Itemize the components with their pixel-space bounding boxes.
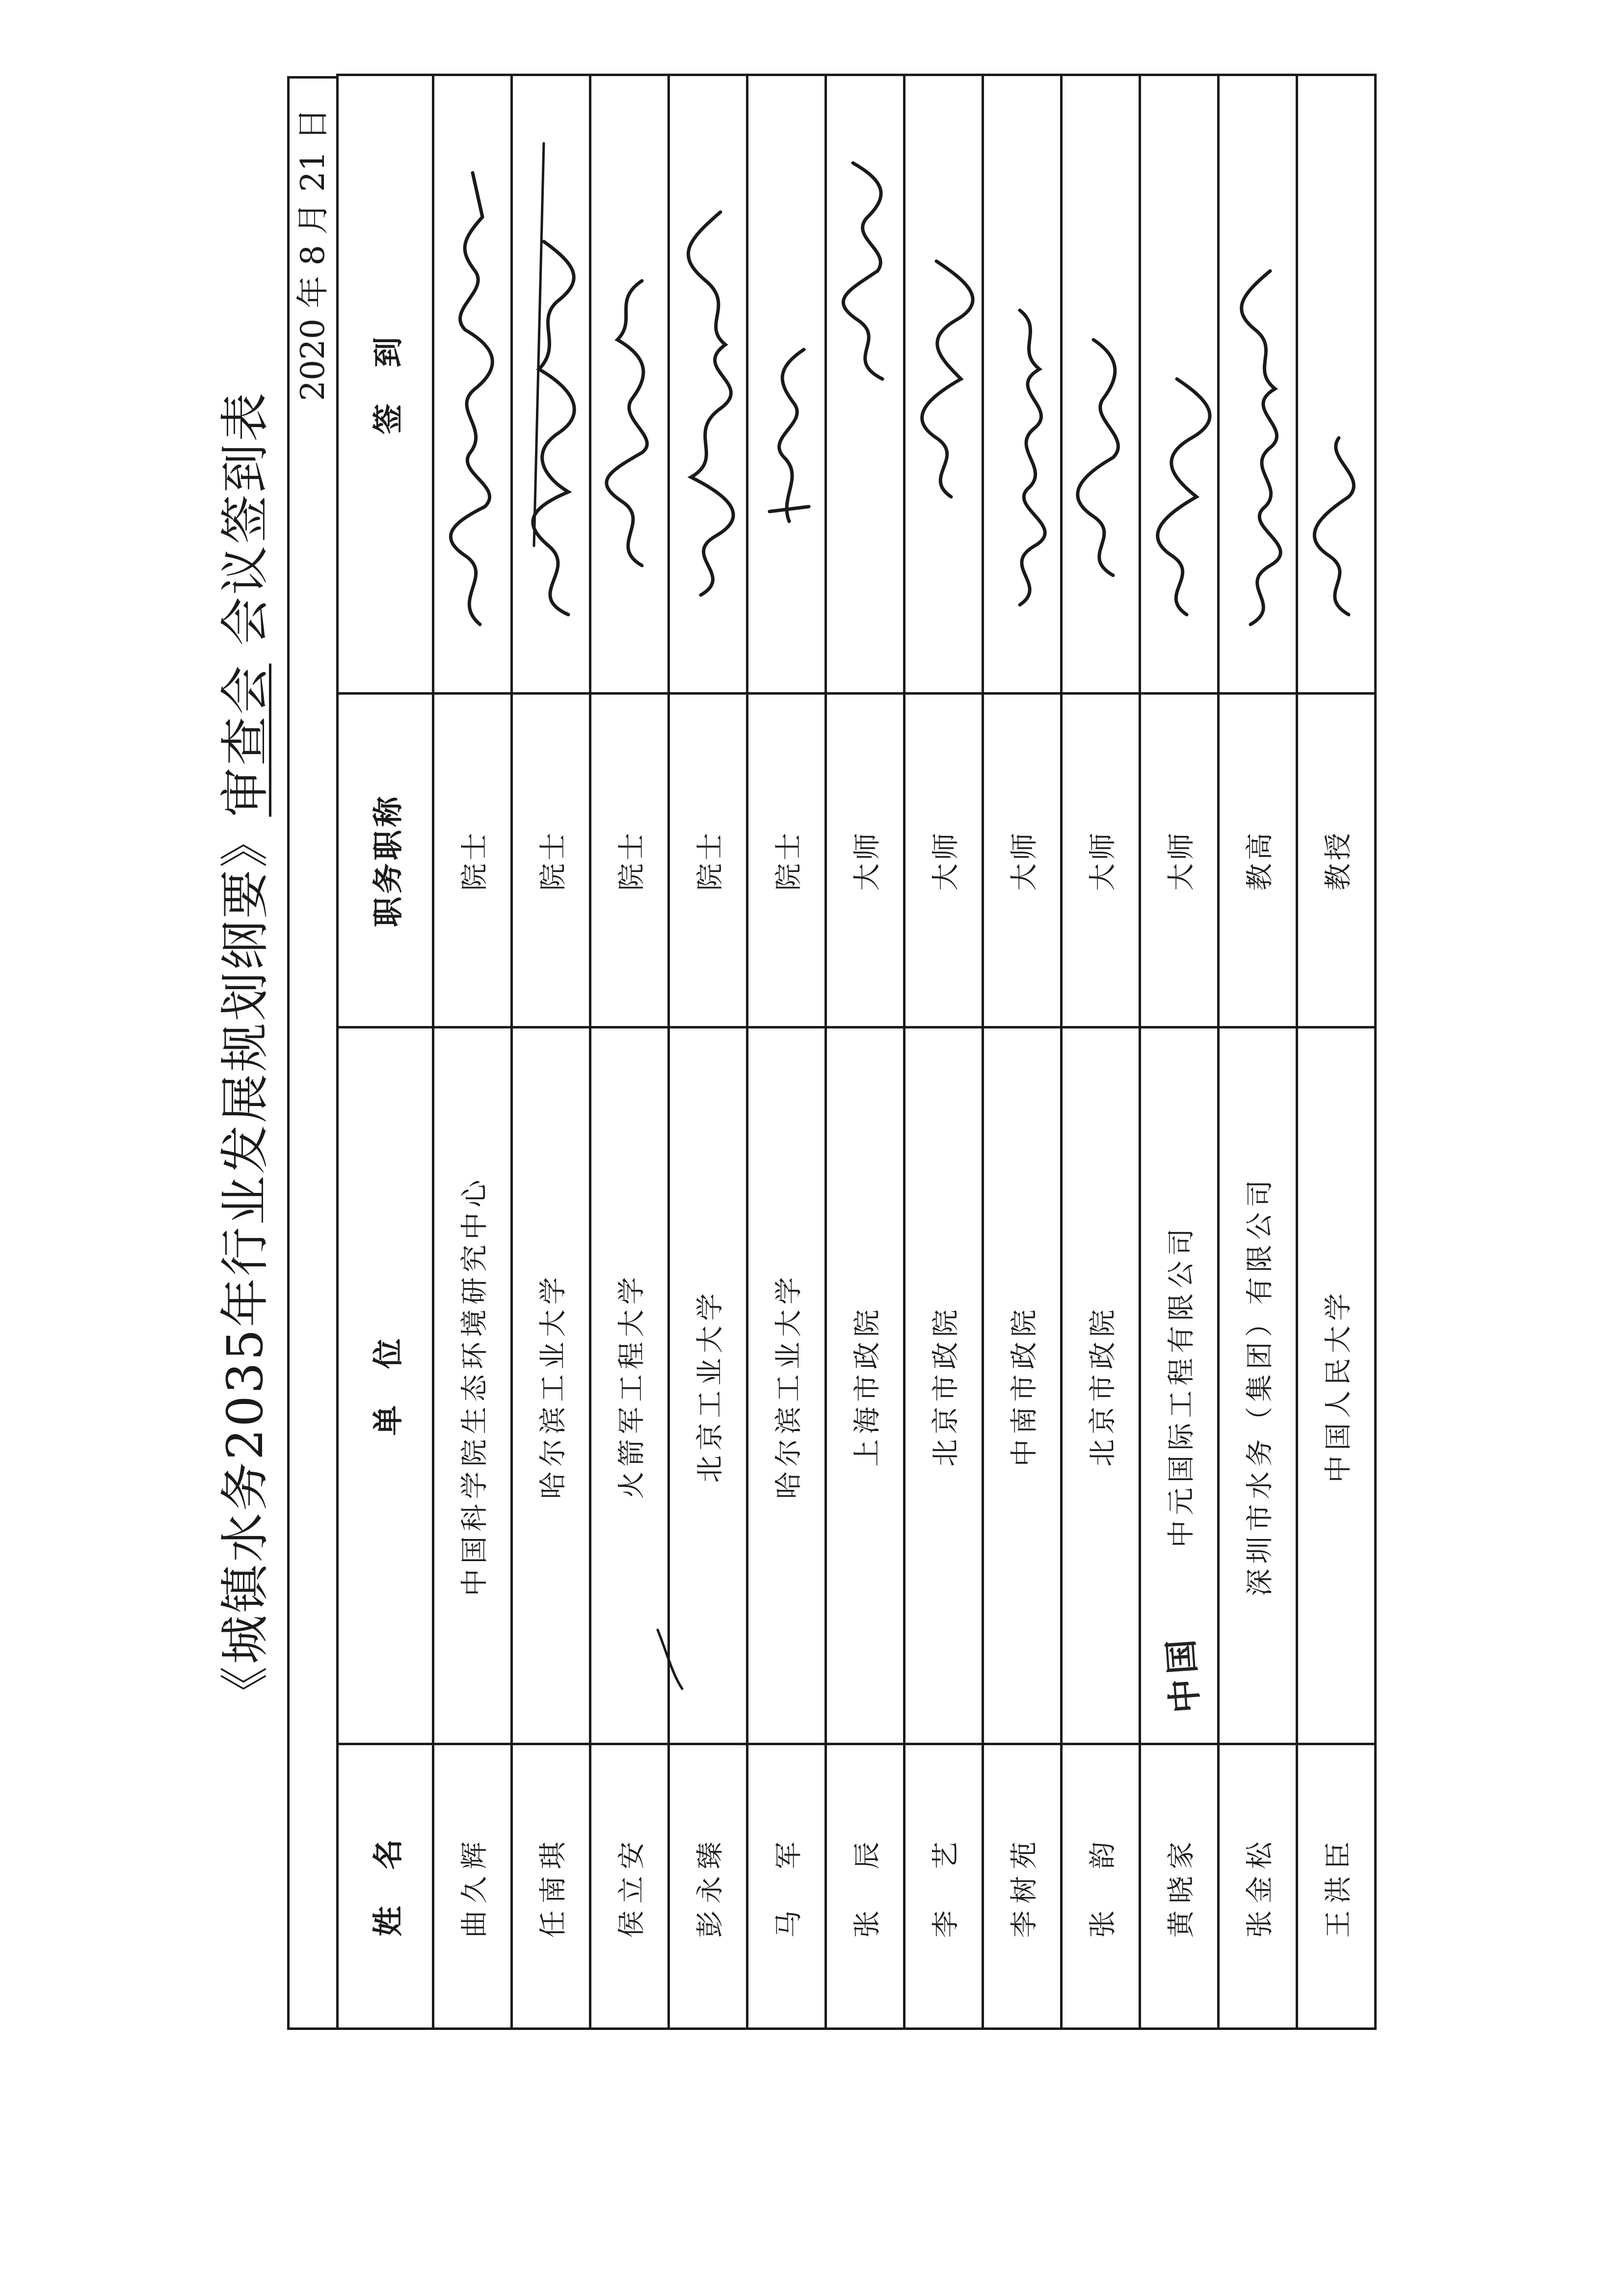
form-title-underlined: 审查会 <box>216 663 274 817</box>
attendee-name: 张 辰 <box>826 1744 905 2029</box>
attendee-unit: 北京工业大学 <box>669 1027 747 1744</box>
handwritten-signature <box>590 75 669 694</box>
attendee-name: 王洪臣 <box>1297 1744 1376 2029</box>
attendee-name: 李 艺 <box>905 1744 983 2029</box>
attendee-position: 院士 <box>590 694 669 1027</box>
table-row <box>826 75 905 2029</box>
header-name: 姓 名 <box>338 1744 433 2029</box>
attendee-unit: 火箭军工程大学 <box>590 1027 669 1744</box>
signature-scribble <box>436 85 509 684</box>
sign-in-sheet <box>213 76 1504 2030</box>
attendee-unit: 中国人民大学 <box>1297 1027 1376 1744</box>
form-title <box>213 76 277 2030</box>
stamp-seal: 中国 <box>1160 1633 1206 1715</box>
attendee-unit: 中国科学院生态环境研究中心 <box>433 1027 512 1744</box>
table-row <box>905 75 983 2029</box>
handwritten-signature <box>1219 75 1297 694</box>
handwritten-signature <box>1140 75 1219 694</box>
sign-in-table <box>336 74 1377 2030</box>
form-title-main: 《城镇水务2035年行业发展规划纲要》 <box>216 816 274 1716</box>
attendee-unit: 北京市政院 <box>1062 1027 1140 1744</box>
signature-scribble <box>1300 85 1373 684</box>
header-position: 职务职称 <box>338 694 433 1027</box>
handwritten-signature <box>1062 75 1140 694</box>
table-row <box>1140 75 1219 2029</box>
attendee-name: 任南琪 <box>512 1744 590 2029</box>
signature-scribble <box>671 85 745 684</box>
handwritten-signature <box>983 75 1062 694</box>
table-row <box>1219 75 1297 2029</box>
stray-pen-mark <box>648 1620 687 1699</box>
attendee-position: 院士 <box>669 694 747 1027</box>
attendee-position: 大师 <box>1140 694 1219 1027</box>
signature-scribble <box>985 85 1059 684</box>
attendee-unit: 上海市政院 <box>826 1027 905 1744</box>
handwritten-signature <box>905 75 983 694</box>
header-unit: 单 位 <box>338 1027 433 1744</box>
attendee-position: 大师 <box>826 694 905 1027</box>
attendee-name: 曲久辉 <box>433 1744 512 2029</box>
form-title-suffix: 会议签到表 <box>216 390 274 664</box>
attendee-unit: 哈尔滨工业大学 <box>747 1027 826 1744</box>
attendee-position: 院士 <box>512 694 590 1027</box>
attendee-unit <box>1140 1027 1219 1744</box>
date-row <box>287 76 336 2030</box>
attendee-unit-text: 中元国际工程有限公司 <box>1165 1223 1197 1548</box>
attendee-position: 院士 <box>747 694 826 1027</box>
handwritten-signature <box>747 75 826 694</box>
attendee-unit: 深圳市水务（集团）有限公司 <box>1219 1027 1297 1744</box>
attendee-unit: 中南市政院 <box>983 1027 1062 1744</box>
signature-scribble <box>1143 85 1216 684</box>
attendee-position: 院士 <box>433 694 512 1027</box>
attendee-position: 大师 <box>983 694 1062 1027</box>
table-row <box>512 75 590 2029</box>
meeting-date: 2020 年 8 月 21 日 <box>294 108 332 401</box>
attendee-name: 张金松 <box>1219 1744 1297 2029</box>
attendee-name: 黄晓家 <box>1140 1744 1219 2029</box>
attendee-name: 侯立安 <box>590 1744 669 2029</box>
signature-scribble <box>1064 85 1138 684</box>
table-row <box>747 75 826 2029</box>
signature-scribble <box>1221 85 1295 684</box>
signature-scribble <box>750 85 824 684</box>
table-row <box>1297 75 1376 2029</box>
handwritten-signature <box>1297 75 1376 694</box>
signature-scribble <box>828 85 902 684</box>
handwritten-signature <box>433 75 512 694</box>
attendee-name: 彭永臻 <box>669 1744 747 2029</box>
table-row <box>669 75 747 2029</box>
signature-scribble <box>907 85 981 684</box>
signature-scribble <box>514 85 588 684</box>
attendee-position: 教高 <box>1219 694 1297 1027</box>
header-signature: 签 到 <box>338 75 433 694</box>
table-header-row <box>338 75 433 2029</box>
attendee-name: 马 军 <box>747 1744 826 2029</box>
table-row <box>1062 75 1140 2029</box>
attendee-name: 张 韵 <box>1062 1744 1140 2029</box>
attendee-unit: 北京市政院 <box>905 1027 983 1744</box>
handwritten-signature <box>512 75 590 694</box>
handwritten-signature <box>669 75 747 694</box>
handwritten-signature <box>826 75 905 694</box>
table-row <box>983 75 1062 2029</box>
table-row <box>433 75 512 2029</box>
attendee-position: 教授 <box>1297 694 1376 1027</box>
table-row <box>590 75 669 2029</box>
attendee-name: 李树苑 <box>983 1744 1062 2029</box>
attendee-position: 大师 <box>905 694 983 1027</box>
attendee-unit: 哈尔滨工业大学 <box>512 1027 590 1744</box>
signature-scribble <box>593 85 666 684</box>
attendee-position: 大师 <box>1062 694 1140 1027</box>
